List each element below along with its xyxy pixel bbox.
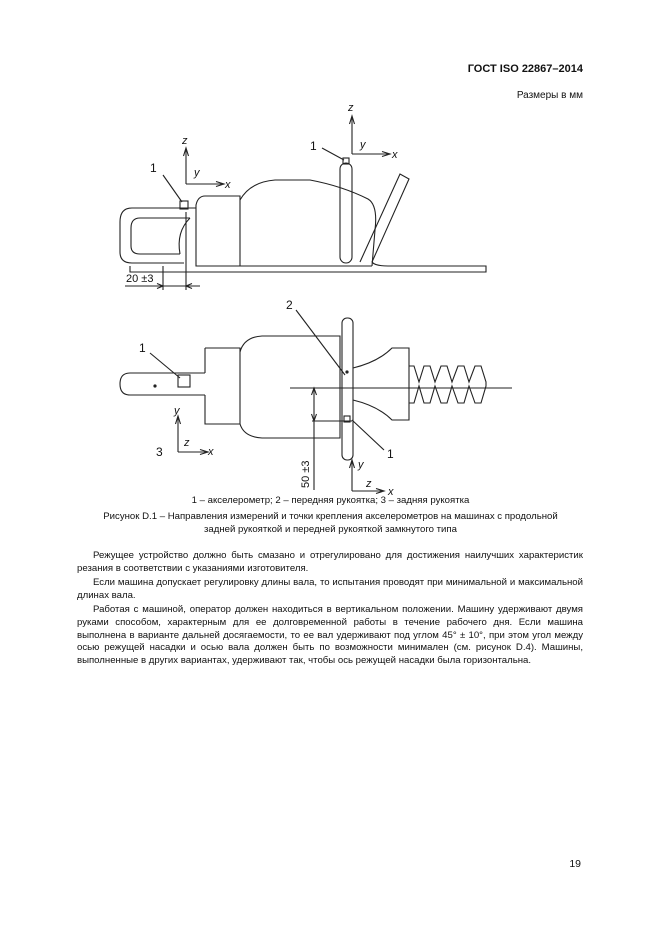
axis-y-top-left: y	[194, 167, 200, 179]
axes-top-right	[350, 116, 391, 157]
paragraph-2: Если машина допускает регулировку длины вала, то испытания проводят при минимальной и максимальной длинах вала.	[77, 577, 583, 601]
figure-legend: 1 – акселерометр; 2 – передняя рукоятка; 3 – задняя рукоятка	[191, 495, 470, 506]
axis-z-top-left: z	[182, 135, 188, 147]
callout-3-bottom: 3	[156, 445, 163, 459]
front-handle-side	[340, 163, 352, 263]
top-view-machine	[120, 318, 486, 460]
axis-y-bottom-right: y	[358, 459, 364, 471]
paragraph-1: Режущее устройство должно быть смазано и отрегулировано для достижения наилучших характеристик резания в соответствии с указаниями изготовителя.	[77, 550, 583, 574]
paragraph-3: Работая с машиной, оператор должен находиться в вертикальном положении. Машину удерживают двумя руками способом, характерным для ее долговременной работы в течение рабочего дня. Если машина выполнена в варианте дальней досягаемости, то ее вал удерживают под углом 45° ± 10°, при этом угол между осью режущей насадки и осью вала должен быть по возможности минимален (см. рисунок D.4). Машины, выполненные в других вариантах, удерживают так, чтобы ось режущей насадки была горизонтальна.	[77, 604, 583, 666]
callout-1-bottom-right: 1	[387, 447, 394, 461]
callout-2-bottom: 2	[286, 298, 293, 312]
axis-z-bottom-right: z	[366, 478, 372, 490]
body-text	[77, 550, 583, 669]
side-view-machine	[120, 158, 486, 272]
dim-20-label: 20 ±3	[126, 273, 154, 285]
axis-y-top-right: y	[360, 139, 366, 151]
axes-top-left	[184, 148, 225, 187]
figure-caption	[40, 510, 621, 536]
figure-caption-line1: Рисунок D.1 – Направления измерений и точки крепления акселерометров на машинах с продольной	[103, 511, 558, 522]
axis-y-bottom-left: y	[174, 405, 180, 417]
callout-1-top-right: 1	[310, 139, 317, 153]
accelerometer-bottom-left	[178, 375, 190, 387]
figure-caption-line2: задней рукояткой и передней рукояткой замкнутого типа	[204, 524, 457, 535]
units-note: Размеры в мм	[516, 90, 583, 101]
callout-1-top-left: 1	[150, 161, 157, 175]
axis-x-top-right: x	[392, 149, 398, 161]
axis-z-top-right: z	[348, 102, 354, 114]
standard-header: ГОСТ ISO 22867–2014	[467, 63, 583, 75]
page-number: 19	[569, 858, 581, 870]
axis-x-bottom-right: x	[388, 486, 394, 498]
callout-1-bottom: 1	[139, 341, 146, 355]
front-handle-top	[342, 318, 353, 460]
axis-z-bottom-left: z	[184, 437, 190, 449]
axis-x-top-left: x	[225, 179, 231, 191]
axis-x-bottom-left: x	[208, 446, 214, 458]
dim-50-label: 50 ±3	[300, 460, 312, 488]
axes-bottom-left	[176, 416, 209, 455]
